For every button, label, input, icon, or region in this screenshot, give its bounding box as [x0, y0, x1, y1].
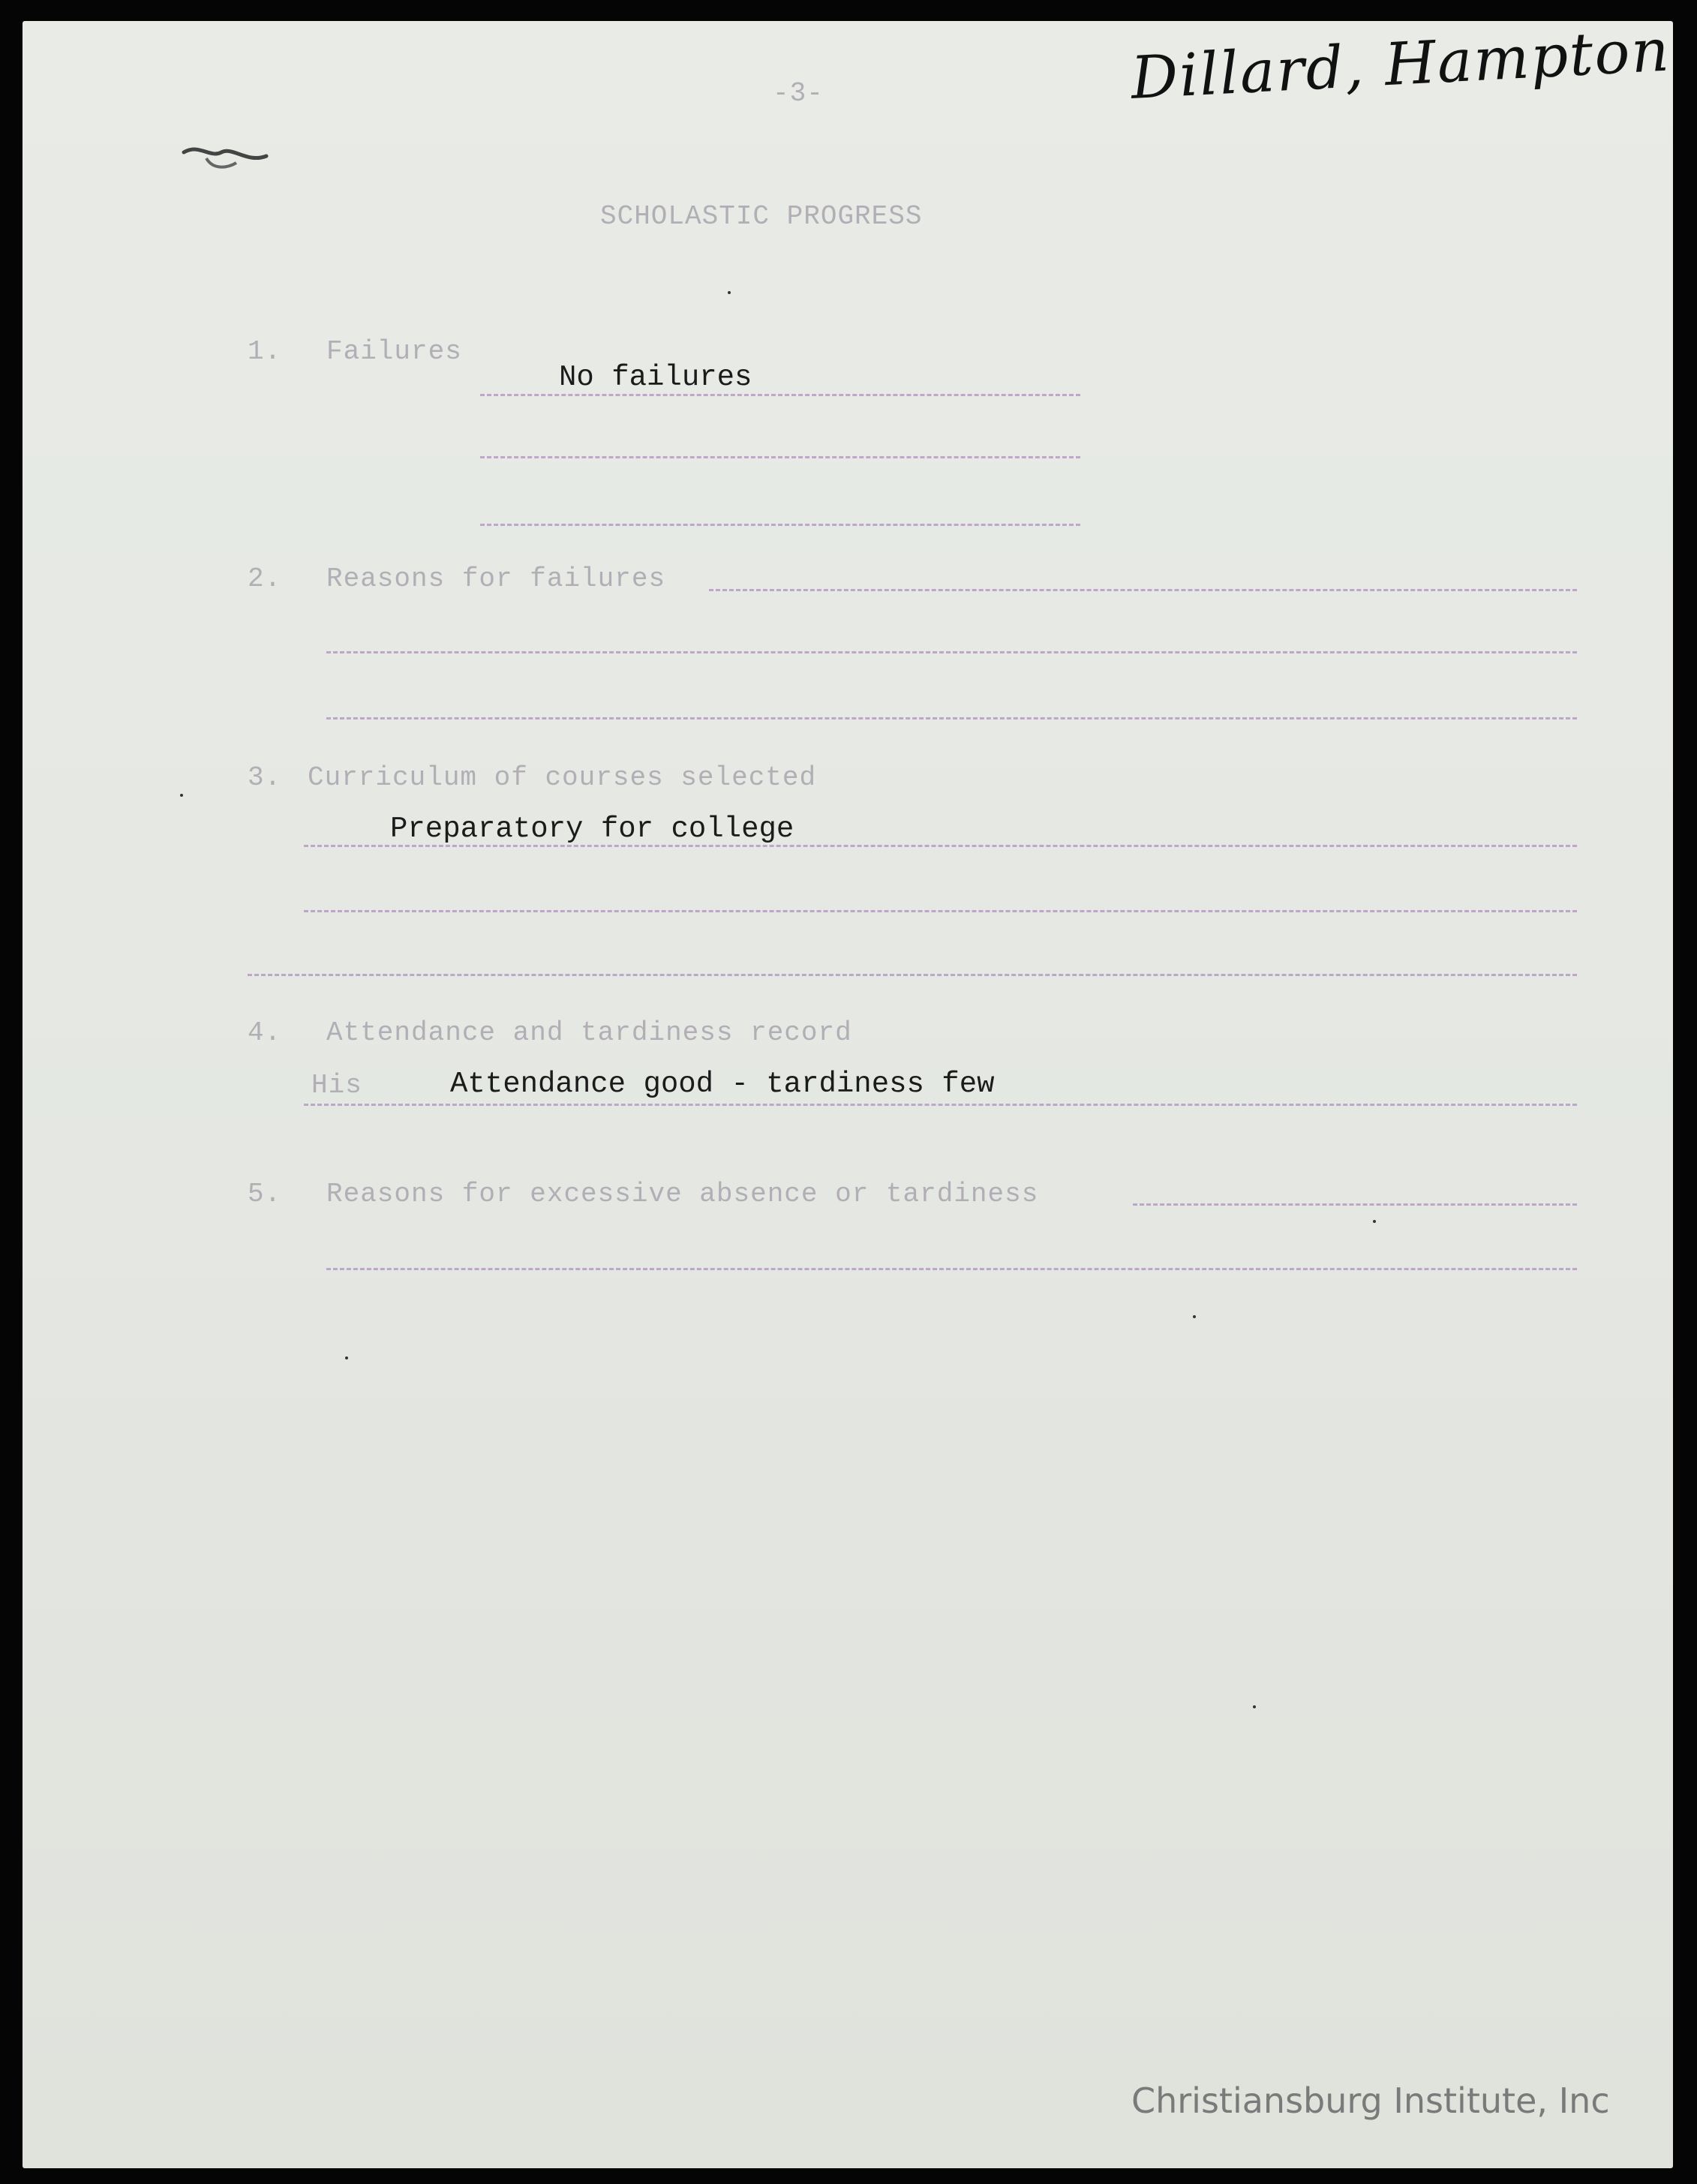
paper-speck: [180, 794, 183, 797]
answer-line: [326, 717, 1577, 719]
answer-line: [480, 456, 1080, 458]
paper-speck: [1373, 1220, 1376, 1223]
paper-speck: [728, 291, 731, 294]
item-5-label: Reasons for excessive absence or tardiness: [326, 1179, 1039, 1209]
paper-speck: [345, 1356, 348, 1359]
answer-line: [480, 394, 1080, 396]
item-4-number: 4.: [248, 1017, 282, 1048]
page-number: -3-: [773, 78, 824, 109]
paper-speck: [1193, 1315, 1196, 1318]
item-4-answer: Attendance good - tardiness few: [450, 1068, 995, 1101]
item-5-number: 5.: [248, 1179, 282, 1209]
item-4-label: Attendance and tardiness record: [326, 1017, 852, 1048]
answer-line: [248, 974, 1577, 976]
paper-speck: [1253, 1705, 1256, 1708]
page-title: SCHOLASTIC PROGRESS: [600, 201, 923, 232]
answer-line: [709, 589, 1577, 591]
answer-line: [304, 910, 1577, 912]
item-3-label: Curriculum of courses selected: [308, 762, 817, 793]
answer-line: [326, 1268, 1577, 1270]
answer-line: [304, 1104, 1577, 1106]
item-2-number: 2.: [248, 563, 282, 594]
item-1-answer: No failures: [559, 361, 752, 394]
handwritten-name: Dillard, Hampton: [1129, 17, 1672, 113]
answer-line: [1133, 1203, 1577, 1206]
item-3-number: 3.: [248, 762, 282, 793]
answer-line: [304, 845, 1577, 847]
document-page: [23, 17, 1673, 2168]
item-1-number: 1.: [248, 336, 282, 367]
item-1-label: Failures: [326, 336, 462, 367]
watermark: Christiansburg Institute, Inc: [1131, 2080, 1610, 2121]
item-3-answer: Preparatory for college: [390, 813, 794, 846]
item-2-label: Reasons for failures: [326, 563, 666, 594]
answer-line: [480, 524, 1080, 526]
paper-tear-mark: [176, 130, 281, 182]
item-4-answer-prefix: His: [311, 1070, 362, 1101]
answer-line: [326, 651, 1577, 653]
